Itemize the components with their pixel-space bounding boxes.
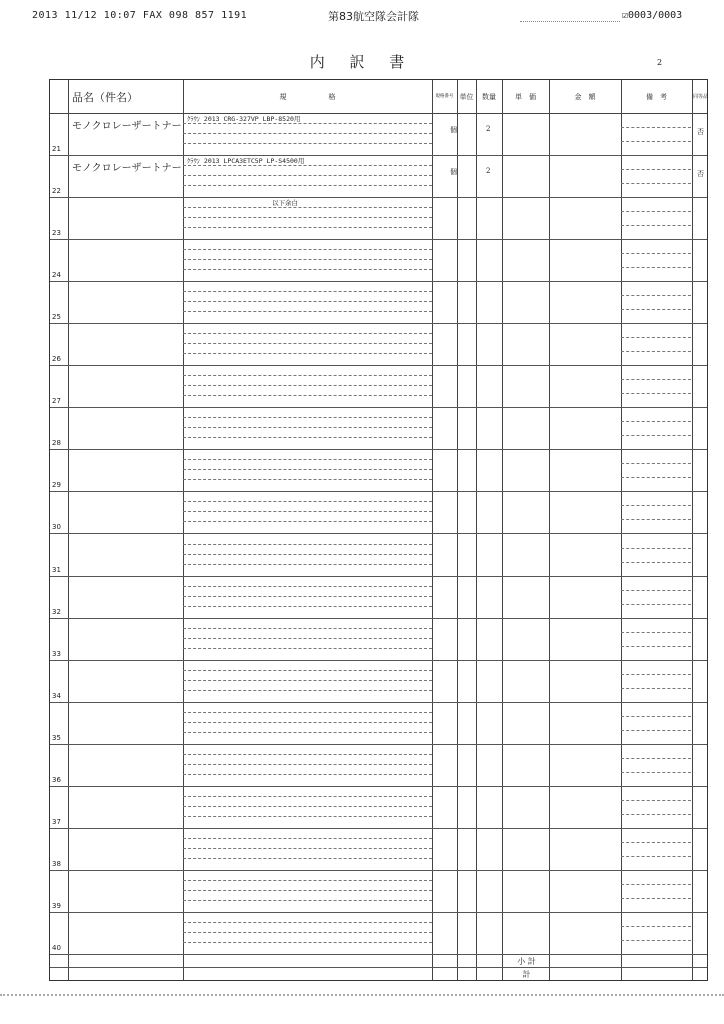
spec-subline	[183, 816, 432, 817]
spec-subline	[183, 544, 432, 545]
spec-subline	[183, 796, 432, 797]
spec-subline	[183, 648, 432, 649]
spec-subline	[183, 301, 432, 302]
spec-subline	[183, 311, 432, 312]
remarks-subline	[621, 940, 691, 941]
spec-subline	[183, 385, 432, 386]
remarks-subline	[621, 211, 691, 212]
spec-subline	[183, 932, 432, 933]
spec-subline	[183, 227, 432, 228]
remarks-subline	[621, 772, 691, 773]
total-row	[50, 967, 707, 980]
table-row	[50, 702, 707, 745]
spec-subline	[183, 459, 432, 460]
row-number: 37	[52, 817, 61, 826]
row-number: 34	[52, 691, 61, 700]
spec-subline	[183, 596, 432, 597]
unit-value: 個	[450, 168, 457, 177]
page-number: 2	[657, 58, 663, 67]
row-number: 36	[52, 775, 61, 784]
spec-subline	[183, 501, 432, 502]
remarks-subline	[621, 519, 691, 520]
row-number: 29	[52, 481, 61, 490]
spec-subline	[183, 333, 432, 334]
remarks-subline	[621, 604, 691, 605]
row-number: 22	[52, 187, 61, 196]
spec-subline	[183, 712, 432, 713]
fax-line: 2013 11/12 10:07 FAX 098 857 1191	[32, 10, 248, 21]
spec-subline	[183, 764, 432, 765]
spec-subline	[183, 437, 432, 438]
table-row	[50, 870, 707, 913]
spec-subline	[183, 628, 432, 629]
page-title: 内 訳 書	[309, 53, 415, 71]
spec-subline	[183, 469, 432, 470]
remarks-subline	[621, 800, 691, 801]
table-row	[50, 155, 707, 198]
remarks-subline	[621, 814, 691, 815]
header-amount: 金 額	[574, 92, 596, 101]
remarks-subline	[621, 421, 691, 422]
remarks-subline	[621, 337, 691, 338]
remarks-subline	[621, 590, 691, 591]
remarks-subline	[621, 267, 691, 268]
spec-subline	[183, 479, 432, 480]
spec-subline	[183, 900, 432, 901]
spec-text: ｸﾗｳﾝ 2013 CRG-327VP LBP-8520用	[187, 115, 301, 123]
table-row	[50, 449, 707, 492]
remarks-subline	[621, 562, 691, 563]
spec-subline	[183, 269, 432, 270]
breakdown-table	[49, 79, 708, 981]
row-number: 35	[52, 733, 61, 742]
remarks-subline	[621, 225, 691, 226]
row-number: 23	[52, 229, 61, 238]
subtotal-row	[50, 954, 707, 968]
row-number: 24	[52, 271, 61, 280]
table-row	[50, 281, 707, 324]
spec-subline	[183, 133, 432, 134]
spec-subline	[183, 880, 432, 881]
table-row	[50, 365, 707, 408]
spec-subline	[183, 732, 432, 733]
row-number: 33	[52, 649, 61, 658]
table-row	[50, 660, 707, 703]
remarks-subline	[621, 646, 691, 647]
spec-subline	[183, 291, 432, 292]
fax-page: ☑0003/0003	[622, 10, 683, 21]
spec-subline	[183, 207, 432, 208]
spec-subline	[183, 922, 432, 923]
spec-subline	[183, 606, 432, 607]
remarks-subline	[621, 295, 691, 296]
spec-subline	[183, 375, 432, 376]
remarks-subline	[621, 716, 691, 717]
spec-text: ｸﾗｳﾝ 2013 LPCA3ETC5P LP-S4500用	[187, 157, 305, 166]
spec-subline	[183, 511, 432, 512]
header-qty: 数量	[482, 92, 496, 101]
header-item-name: 品名（件名）	[72, 90, 138, 104]
header-spec: 規 格	[279, 92, 336, 101]
table-row	[50, 912, 707, 955]
remarks-subline	[621, 688, 691, 689]
item-name: モノクロレーザートナー	[72, 163, 182, 175]
row-number: 21	[52, 145, 61, 154]
remarks-subline	[621, 463, 691, 464]
spec-subline	[183, 806, 432, 807]
spec-subline	[183, 417, 432, 418]
qty-value: 2	[486, 167, 491, 176]
row-number: 30	[52, 523, 61, 532]
spec-subline	[183, 722, 432, 723]
spec-subline	[183, 343, 432, 344]
header-mark: 規格番号	[435, 94, 454, 99]
spec-subline	[183, 564, 432, 565]
same-item-value: 否	[697, 170, 704, 179]
spec-subline	[183, 680, 432, 681]
table-row	[50, 113, 707, 156]
row-number: 40	[52, 943, 61, 952]
remarks-subline	[621, 393, 691, 394]
spec-subline	[183, 848, 432, 849]
spec-subline	[183, 942, 432, 943]
remarks-subline	[621, 548, 691, 549]
spec-subline	[183, 890, 432, 891]
row-number: 31	[52, 565, 61, 574]
remarks-subline	[621, 477, 691, 478]
remarks-subline	[621, 926, 691, 927]
total-label: 計	[522, 970, 531, 979]
remarks-subline	[621, 127, 691, 128]
row-number: 27	[52, 397, 61, 406]
spec-subline	[183, 185, 432, 186]
spec-subline	[183, 838, 432, 839]
table-row	[50, 744, 707, 787]
header-unit-price: 単 価	[515, 92, 536, 101]
remarks-subline	[621, 253, 691, 254]
spec-subline	[183, 690, 432, 691]
row-number: 26	[52, 355, 61, 364]
scan-edge	[0, 994, 724, 996]
spec-subline	[183, 774, 432, 775]
spec-subline	[183, 586, 432, 587]
remarks-subline	[621, 898, 691, 899]
table-row	[50, 197, 707, 240]
spec-subline	[183, 638, 432, 639]
table-row	[50, 534, 707, 577]
subtotal-label: 小 計	[517, 957, 536, 966]
same-item-value: 否	[697, 128, 704, 136]
item-name: モノクロレーザートナー	[72, 121, 182, 132]
remarks-subline	[621, 141, 691, 142]
header-unit: 単位	[459, 92, 474, 101]
table-row	[50, 618, 707, 661]
table-row	[50, 491, 707, 534]
spec-subline	[183, 353, 432, 354]
spec-subline	[183, 123, 432, 124]
remarks-subline	[621, 842, 691, 843]
remarks-subline	[621, 856, 691, 857]
table-row	[50, 407, 707, 450]
remarks-subline	[621, 505, 691, 506]
table-row	[50, 239, 707, 282]
remarks-subline	[621, 674, 691, 675]
remarks-subline	[621, 379, 691, 380]
remarks-subline	[621, 884, 691, 885]
spec-text: 以下余白	[272, 199, 298, 208]
remarks-subline	[621, 309, 691, 310]
remarks-subline	[621, 183, 691, 184]
spec-subline	[183, 754, 432, 755]
unit-value: 個	[450, 126, 457, 134]
remarks-subline	[621, 351, 691, 352]
spec-subline	[183, 521, 432, 522]
spec-subline	[183, 427, 432, 428]
spec-subline	[183, 259, 432, 260]
spec-subline	[183, 165, 432, 166]
spec-subline	[183, 217, 432, 218]
remarks-subline	[621, 632, 691, 633]
spec-subline	[183, 143, 432, 144]
spec-subline	[183, 249, 432, 250]
spec-subline	[183, 554, 432, 555]
spec-subline	[183, 395, 432, 396]
qty-value: 2	[486, 125, 491, 133]
fax-org: 第83航空隊会計隊	[328, 10, 419, 23]
table-row	[50, 828, 707, 871]
row-number: 32	[52, 607, 61, 616]
remarks-subline	[621, 730, 691, 731]
row-number: 25	[52, 313, 61, 322]
fax-divider	[520, 21, 620, 22]
row-number: 38	[52, 859, 61, 868]
table-row	[50, 323, 707, 366]
header-same-item: 同等品	[692, 93, 708, 100]
remarks-subline	[621, 169, 691, 170]
header-remarks: 備 考	[646, 92, 667, 101]
spec-subline	[183, 858, 432, 859]
spec-subline	[183, 175, 432, 176]
row-number: 39	[52, 901, 61, 910]
table-row	[50, 576, 707, 619]
remarks-subline	[621, 435, 691, 436]
row-number: 28	[52, 439, 61, 448]
table-row	[50, 786, 707, 829]
remarks-subline	[621, 758, 691, 759]
spec-subline	[183, 670, 432, 671]
table-header	[50, 80, 707, 114]
